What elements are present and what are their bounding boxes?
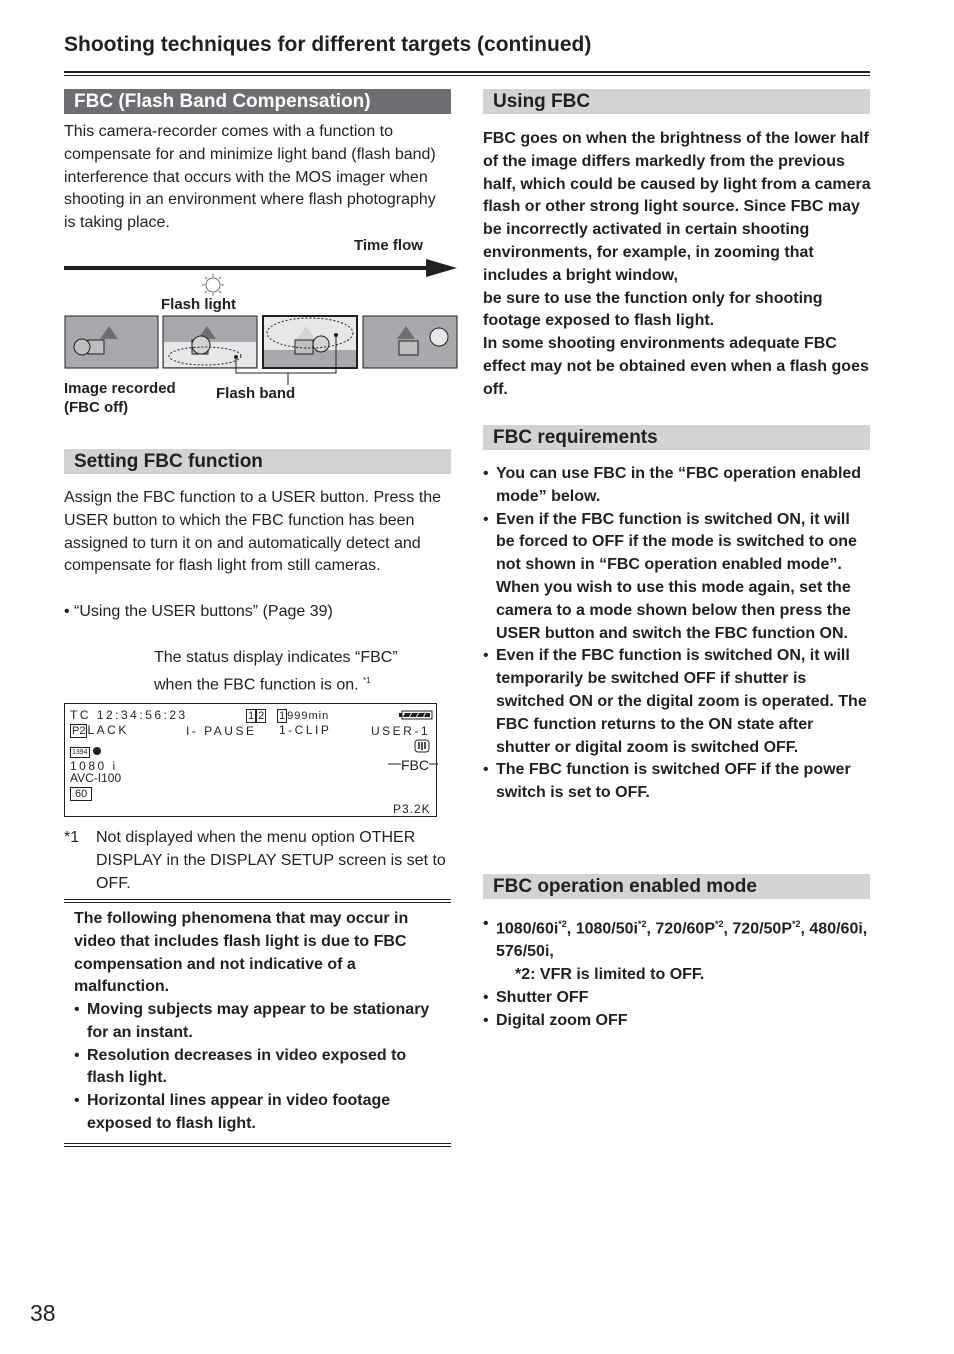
status-note (154, 647, 439, 697)
mode-720-50p: 720/50P (732, 920, 792, 938)
mode-1080-60i: 1080/60i (496, 920, 559, 938)
status-display-screen (64, 703, 437, 817)
i1394-box: 1394 (72, 749, 88, 756)
requirement-item: • You can use FBC in the “FBC operation enabled mode” below. (483, 463, 871, 509)
setting-body: Assign the FBC function to a USER button. Press the USER button to which the FBC function has been assigned to turn it on and automatically detect and compensate for flash light from still cameras. (64, 489, 442, 575)
p2-box: P2 (72, 725, 86, 737)
requirement-item-2b: When you wish to use this mode again, set the camera to a mode shown below then press the USER button and switch the FBC function ON. (496, 578, 851, 642)
lack-text: LACK (87, 723, 129, 737)
notice-rule-top (64, 899, 451, 900)
frame-1 (65, 316, 158, 368)
fbc-flash-icon (414, 739, 430, 756)
format-text: 1080 i (70, 759, 118, 773)
i1394-status (70, 743, 101, 758)
time-flow-arrowhead (426, 259, 457, 277)
flash-band-label: Flash band (216, 385, 296, 402)
mode-sup: *2 (714, 919, 724, 929)
section-heading-fbc: FBC (Flash Band Compensation) (64, 89, 451, 114)
flash-burst-icon (202, 274, 224, 296)
modes-list (483, 913, 871, 1032)
mode-sup: *2 (637, 919, 647, 929)
requirement-item: • Even if the FBC function is switched ON, it will temporarily be switched OFF if shutter is switched ON or the digital zoom is operated. The FBC function returns to the ON state after shutter or digital zoom is switched OFF. (483, 645, 871, 759)
section-heading-setting: Setting FBC function (64, 449, 451, 474)
footnote-mark: *1 (64, 829, 80, 846)
requirement-item: • The FBC function is switched OFF if the power switch is set to OFF. (483, 759, 871, 805)
time-flow-label: Time flow (354, 237, 423, 254)
fps-box: 60 (70, 787, 92, 801)
notice-rule-bottom (64, 1143, 451, 1144)
pause-status: I- PAUSE (186, 724, 257, 738)
requirement-item (483, 509, 871, 646)
fbc-intro: This camera-recorder comes with a function to compensate for and minimize light band (flash band) interference that occurs with the MOS imager when shooting in an environment where flash photography is taking place. (64, 123, 436, 232)
title-rule (64, 71, 870, 73)
mode-zoom: • Digital zoom OFF (483, 1010, 871, 1033)
section-heading-modes: FBC operation enabled mode (483, 874, 870, 899)
remain-box: 1 (279, 710, 286, 722)
rec-dot-icon (93, 747, 101, 755)
remain-text: 999min (287, 710, 330, 722)
status-note-mark: *1 (363, 675, 371, 685)
using-para-1: FBC goes on when the brightness of the lower half of the image differs markedly from the previous half, which could be caused by light from a camera flash or other strong light source. Since FBC may be incorrectly activated in certain shooting environments, for example, in zooming that includes a bright window, (483, 130, 871, 284)
slot-1-box: 1 (248, 710, 255, 722)
card-slots (246, 708, 266, 723)
timecode: TC 12:34:56:23 (70, 708, 188, 722)
frame-2 (163, 316, 257, 368)
requirements-list (483, 463, 871, 805)
mode-sup: *2 (558, 919, 567, 929)
mode-1080-50i: 1080/50i (575, 920, 638, 938)
frame-3 (263, 316, 357, 368)
notice-rule-top-2 (64, 902, 451, 903)
using-body (483, 128, 871, 402)
section-heading-requirements: FBC requirements (483, 425, 870, 450)
mode-shutter: • Shutter OFF (483, 987, 871, 1010)
mode-sup: *2 (792, 919, 801, 929)
fps-status (70, 786, 92, 801)
mode-720-60p: 720/60P (655, 920, 715, 938)
clip-status: 1-CLIP (279, 723, 332, 737)
using-para-3: In some shooting environments adequate FBC effect may not be obtained even when a flash goes off. (483, 335, 869, 398)
user-buttons-ref: “Using the USER buttons” (Page 39) (74, 603, 333, 620)
p2-status (70, 723, 129, 738)
mode-sd: 480/60i, 576/50i, (496, 920, 868, 961)
page-title: Shooting techniques for different targets (continued) (64, 33, 592, 56)
notice-item: • Horizontal lines appear in video footage exposed to flash light. (74, 1090, 434, 1136)
battery-icon (399, 709, 433, 723)
requirement-item-2a: • Even if the FBC function is switched ON, it will be forced to OFF if the mode is switched to one not shown in “FBC operation enabled mode”. (496, 510, 857, 574)
mode-formats: • $1080/60i^{*2}$, $1080/50i^{*2}$, $720/60P^{*2}$, $720/50P^{*2}$, 480/60i, 576/50i, *2: VFR is limited to OFF. (483, 913, 871, 987)
fbc-screen-label: FBC (401, 757, 429, 773)
flash-light-label: Flash light (161, 296, 236, 313)
section-heading-using: Using FBC (483, 89, 870, 114)
footnote-text: Not displayed when the menu option OTHER DISPLAY in the DISPLAY SETUP screen is set to OFF. (96, 829, 446, 892)
notice-intro: The following phenomena that may occur in video that includes flash light is due to FBC compensation and not indicative of a malfunction. (74, 910, 409, 996)
remaining-time (277, 708, 329, 723)
frame-4 (363, 316, 457, 368)
title-rule-thin (64, 75, 870, 76)
vfr-note: *2: VFR is limited to OFF. (515, 965, 705, 983)
page-number: 38 (30, 1300, 56, 1326)
setting-ref: • “Using the USER buttons” (Page 39) (64, 603, 333, 620)
notice-rule-bottom-2 (64, 1146, 451, 1147)
notice-item: • Resolution decreases in video exposed to flash light. (74, 1045, 434, 1091)
wb-text: P3.2K (393, 802, 431, 816)
using-para-2: be sure to use the function only for shooting footage exposed to flash light. (483, 289, 823, 330)
notice-item: • Moving subjects may appear to be stationary for an instant. (74, 999, 434, 1045)
slot-2-box: 2 (258, 710, 265, 722)
status-note-text: The status display indicates “FBC” when the FBC function is on. (154, 649, 398, 694)
user-status: USER-1 (371, 724, 431, 738)
image-recorded-label: Image recorded (FBC off) (64, 380, 176, 416)
notice-list (74, 999, 434, 1136)
codec-text: AVC-I100 (70, 771, 122, 785)
